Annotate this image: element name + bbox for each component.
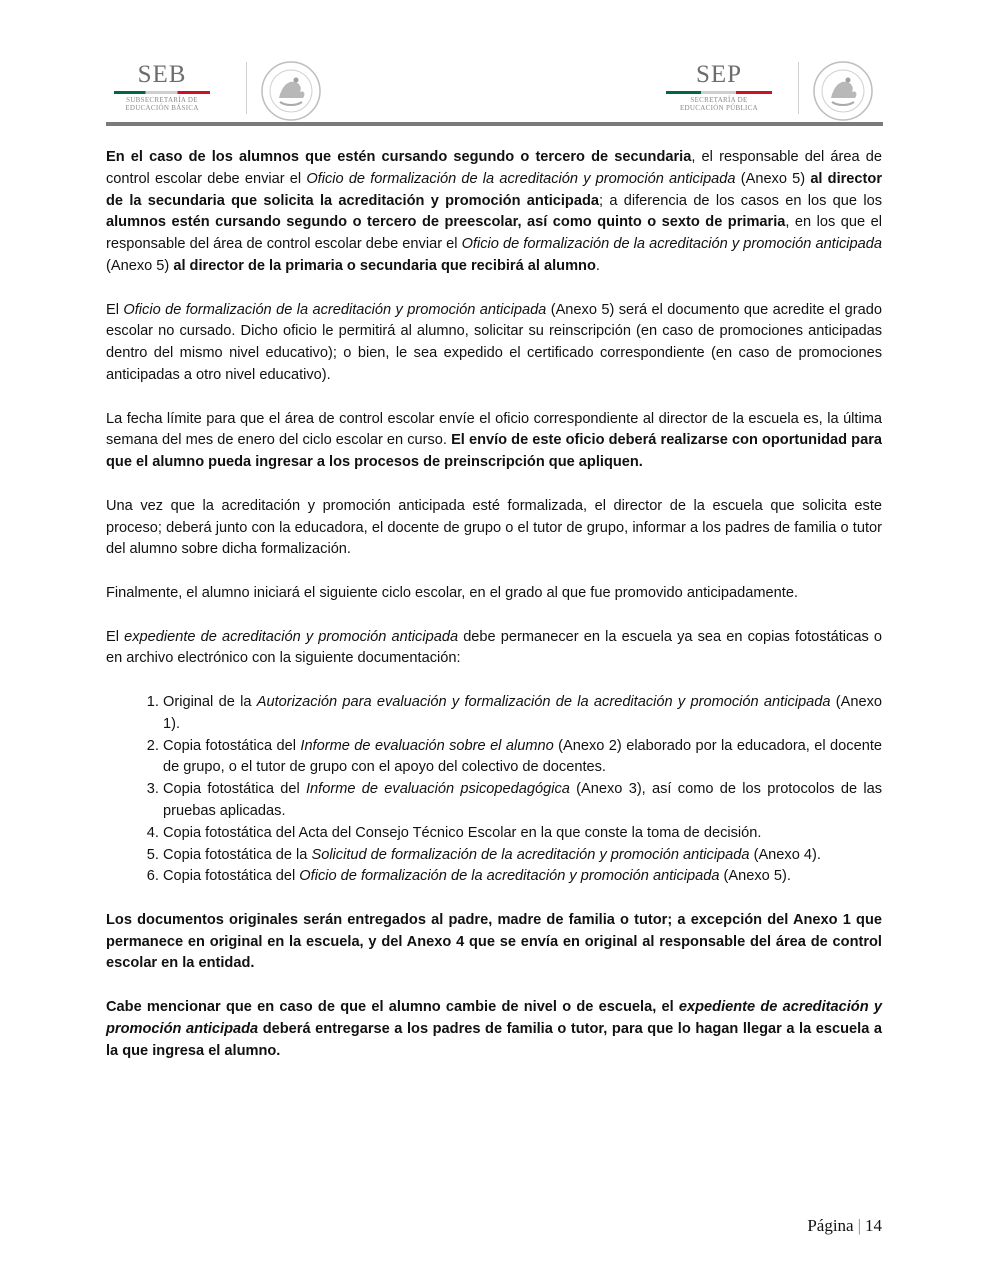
list-item: 4. Copia fotostática del Acta del Consejo Técnico Escolar en la que conste la toma de decisión. bbox=[163, 823, 882, 845]
mexican-seal-icon bbox=[810, 60, 876, 122]
mexican-seal-icon bbox=[260, 60, 322, 122]
paragraph bbox=[106, 910, 882, 975]
text-span: ; a diferencia de los casos en los que los bbox=[598, 192, 882, 209]
paragraph: Finalmente, el alumno iniciará el siguiente ciclo escolar, en el grado al que fue promovido anticipadamente. bbox=[106, 584, 798, 601]
italic-span: Oficio de formalización de la acreditación y promoción anticipada bbox=[461, 236, 882, 253]
list-item: 2. Copia fotostática del Informe de evaluación sobre el alumno (Anexo 2) elaborado por la educadora, el docente de grupo, o el tutor de grupo con el apoyo del colectivo de docentes. bbox=[163, 736, 882, 780]
documentation-list bbox=[106, 692, 882, 888]
flag-stripe bbox=[114, 91, 210, 94]
paragraph bbox=[106, 147, 882, 278]
text-span: . bbox=[595, 257, 600, 274]
list-item: 3. Copia fotostática del Informe de evaluación psicopedagógica (Anexo 3), así como de los protocolos de las pruebas aplicadas. bbox=[163, 779, 882, 823]
page-footer bbox=[807, 1216, 882, 1236]
text-span: (Anexo 5) bbox=[735, 170, 811, 187]
logo-divider bbox=[798, 62, 799, 114]
sep-logo bbox=[664, 62, 774, 112]
bold-span: al director de la secundaria que solicita la acreditación y promoción anticipada bbox=[106, 170, 882, 209]
page-label: Página bbox=[807, 1216, 854, 1235]
page-separator: | bbox=[857, 1216, 861, 1235]
bold-span: Cabe mencionar que en caso de que el alumno cambie de nivel o de escuela, el bbox=[106, 999, 679, 1016]
list-item: 5. Copia fotostática de la Solicitud de formalización de la acreditación y promoción anticipada (Anexo 4). bbox=[163, 845, 882, 867]
italic-span: expediente de acreditación y promoción anticipada bbox=[124, 628, 459, 645]
paragraph bbox=[106, 997, 882, 1062]
sep-acronym: SEP bbox=[695, 61, 743, 88]
sep-subtitle-2: EDUCACIÓN PÚBLICA bbox=[679, 104, 759, 112]
text-span: (Anexo 5) será el documento que acredite el grado escolar no cursado. Dicho oficio le permitirá al alumno, solicitar su reinscripción (en caso de promociones anticipadas dentro del mismo nivel educativo); o bien, le sea expedido el certificado correspondiente (en caso de promociones anticipadas a otro nivel educativo). bbox=[106, 301, 882, 383]
sep-subtitle-1: SECRETARÍA DE bbox=[690, 96, 748, 104]
page-number: 14 bbox=[865, 1216, 882, 1235]
bold-span: deberá entregarse a los padres de familia o tutor, para que lo hagan llegar a la escuela a la que ingresa el alumno. bbox=[106, 1020, 882, 1059]
text-span: , el responsable del área de control escolar debe enviar el bbox=[106, 149, 882, 187]
paragraph bbox=[106, 627, 882, 671]
seb-subtitle-2: EDUCACIÓN BÁSICA bbox=[125, 104, 199, 112]
paragraph bbox=[106, 300, 882, 387]
document-body bbox=[106, 147, 882, 1084]
bold-span: En el caso de los alumnos que estén cursando segundo o tercero de secundaria bbox=[106, 149, 692, 165]
bold-span: Los documentos originales serán entregados al padre, madre de familia o tutor; a excepción del Anexo 1 que permanece en original en la escuela, y del Anexo 4 que se envía en original al responsable del área de control escolar en la entidad. bbox=[106, 911, 882, 972]
logo-divider bbox=[246, 62, 247, 114]
text-span: La fecha límite para que el área de control escolar envíe el oficio correspondiente al director de la escuela es, la última semana del mes de enero del ciclo escolar en curso. bbox=[106, 410, 882, 449]
text-span: El bbox=[106, 628, 125, 645]
bold-span: al director de la primaria o secundaria que recibirá al alumno bbox=[173, 257, 596, 274]
seb-acronym: SEB bbox=[137, 61, 187, 88]
paragraph bbox=[106, 409, 882, 474]
list-item: 1. Original de la Autorización para evaluación y formalización de la acreditación y promoción anticipada (Anexo 1). bbox=[163, 692, 882, 736]
italic-span: Oficio de formalización de la acreditación y promoción anticipada bbox=[123, 301, 547, 318]
header-rule bbox=[106, 122, 883, 126]
text-span: , en los que el responsable del área de control escolar debe enviar el bbox=[106, 214, 882, 253]
text-span: debe permanecer en la escuela ya sea en copias fotostáticas o en archivo electrónico con la siguiente documentación: bbox=[106, 628, 883, 667]
list-item: 6. Copia fotostática del Oficio de formalización de la acreditación y promoción anticipada (Anexo 5). bbox=[163, 866, 882, 888]
bold-italic-span: expediente de acreditación y promoción anticipada bbox=[106, 999, 882, 1037]
text-span: El bbox=[106, 301, 124, 318]
flag-stripe bbox=[666, 91, 772, 94]
seb-subtitle-1: SUBSECRETARÍA DE bbox=[126, 96, 198, 104]
bold-span: El envío de este oficio deberá realizarse con oportunidad para que el alumno pueda ingresar a los procesos de preinscripción que apliquen. bbox=[106, 432, 882, 471]
page-header bbox=[0, 0, 990, 130]
paragraph: Una vez que la acreditación y promoción anticipada esté formalizada, el director de la escuela que solicita este proceso; deberá junto con la educadora, el docente de grupo o el tutor de grupo, informar a los padres de familia o tutor del alumno sobre dicha formalización. bbox=[106, 497, 882, 558]
text-span: (Anexo 5) bbox=[106, 257, 174, 274]
bold-span: alumnos estén cursando segundo o tercero de preescolar, así como quinto o sexto de primaria bbox=[106, 214, 786, 231]
seb-logo bbox=[112, 62, 212, 112]
italic-span: Oficio de formalización de la acreditación y promoción anticipada bbox=[306, 170, 736, 187]
